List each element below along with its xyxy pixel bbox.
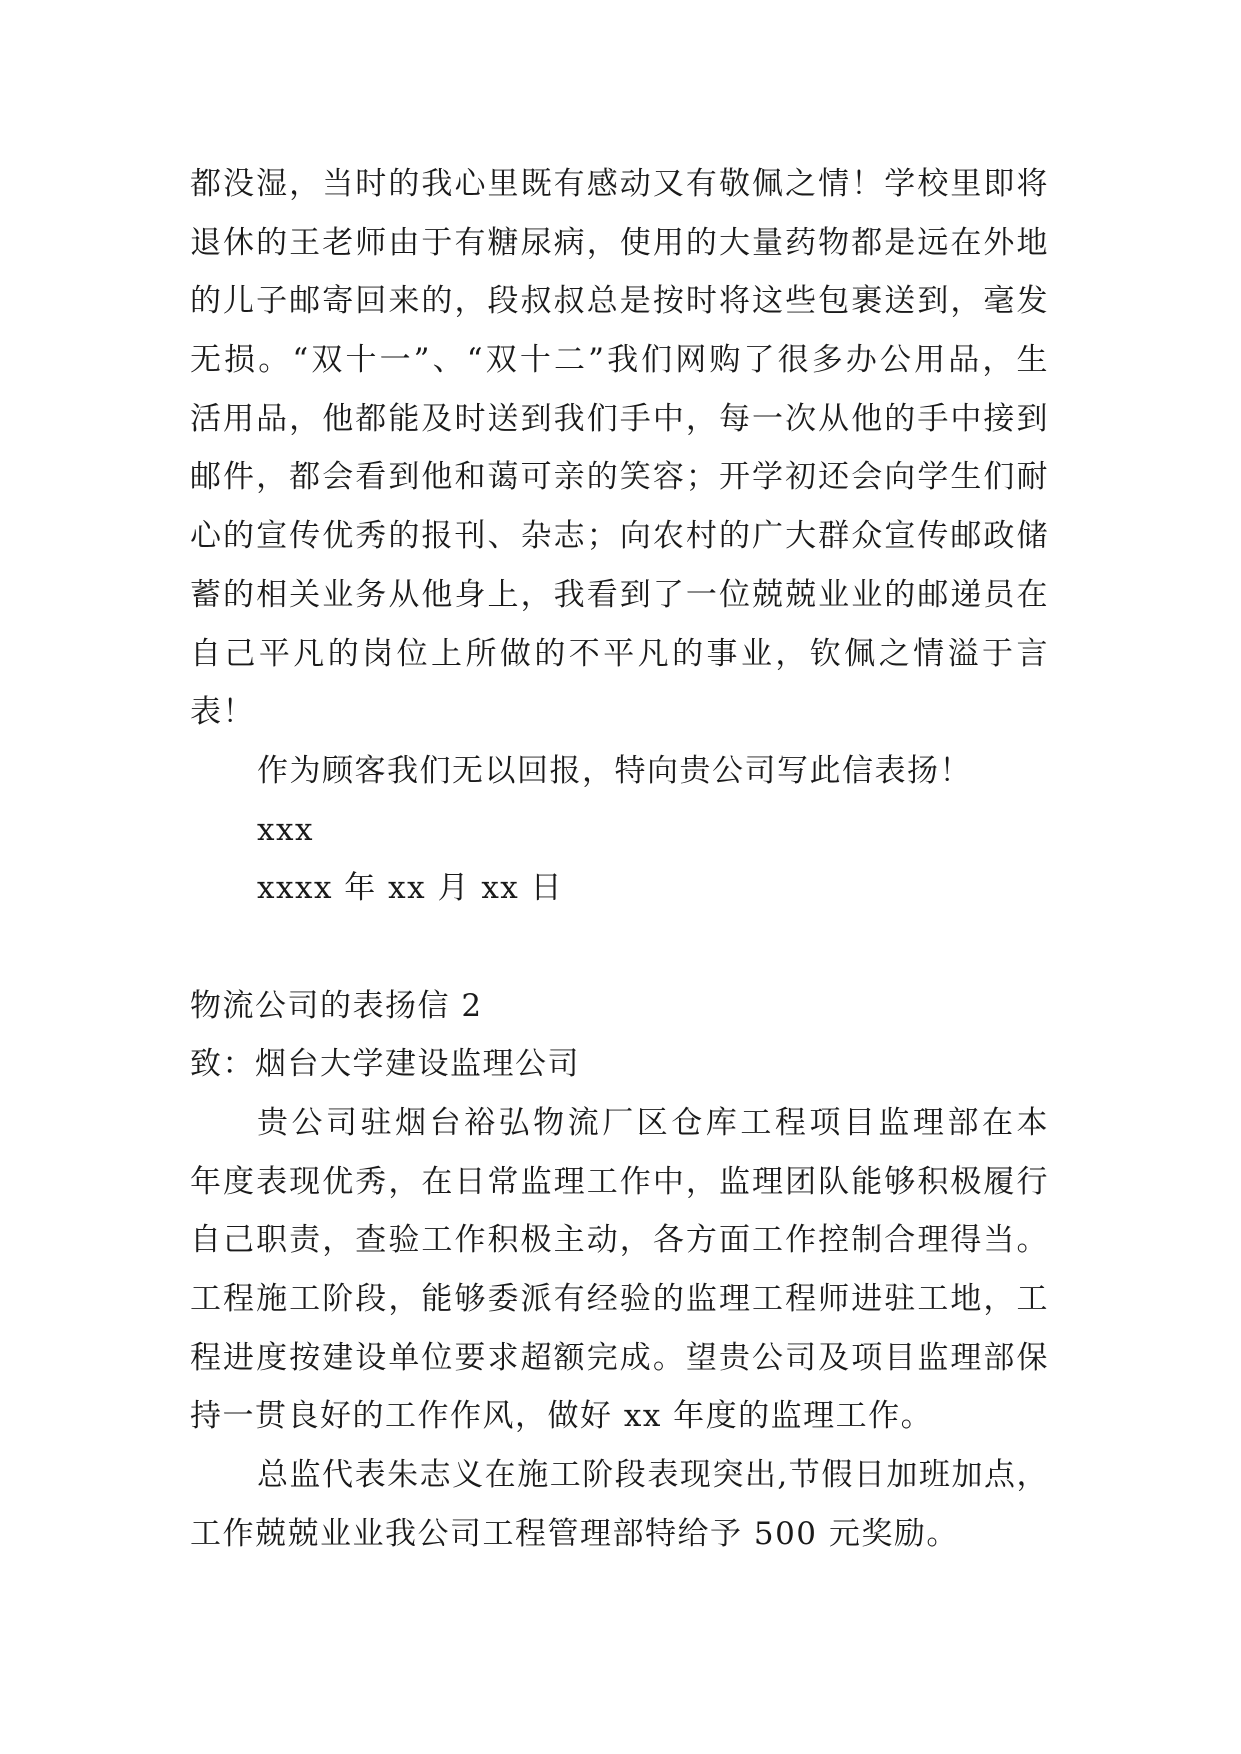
letter-2-title: 物流公司的表扬信 2 xyxy=(190,987,483,1024)
letter-2-salutation: 致：烟台大学建设监理公司 xyxy=(190,1046,580,1083)
text-line: 贵公司驻烟台裕弘物流厂区仓库工程项目监理部在本 xyxy=(257,1105,1049,1141)
letter-1-signature: xxx xyxy=(257,811,314,848)
letter-1-closing: 作为顾客我们无以回报，特向贵公司写此信表扬！ xyxy=(257,752,972,789)
text-line: 表！ xyxy=(190,694,255,731)
letter-1-date: xxxx 年 xx 月 xx 日 xyxy=(257,870,564,907)
document-body xyxy=(190,155,1049,1564)
text-line: 都没湿，当时的我心里既有感动又有敬佩之情！学校里即将 xyxy=(190,166,1049,202)
letter-2 xyxy=(190,977,1049,1564)
text-line: 持一贯良好的工作作风，做好 xx 年度的监理工作。 xyxy=(190,1398,934,1435)
text-line: 程进度按建设单位要求超额完成。望贵公司及项目监理部保 xyxy=(190,1339,1049,1376)
text-line: 工程施工阶段，能够委派有经验的监理工程师进驻工地，工 xyxy=(190,1281,1049,1318)
section-spacer xyxy=(190,918,1049,977)
letter-2-paragraph-1 xyxy=(190,1094,1049,1446)
text-line: 总监代表朱志义在施工阶段表现突出,节假日加班加点， xyxy=(257,1457,1049,1494)
text-line: 蓄的相关业务从他身上，我看到了一位兢兢业业的邮递员在 xyxy=(190,576,1049,613)
letter-1-paragraph xyxy=(190,155,1049,742)
text-line: 邮件，都会看到他和蔼可亲的笑容；开学初还会向学生们耐 xyxy=(190,459,1049,496)
text-line: 退休的王老师由于有糖尿病，使用的大量药物都是远在外地 xyxy=(190,224,1049,261)
text-line: 活用品，他都能及时送到我们手中，每一次从他的手中接到 xyxy=(190,400,1049,437)
letter-1 xyxy=(190,155,1049,918)
text-line: 无损。“双十一”、“双十二”我们网购了很多办公用品，生 xyxy=(190,342,1049,379)
text-line: 的儿子邮寄回来的，段叔叔总是按时将这些包裹送到，毫发 xyxy=(190,283,1049,320)
text-line: 自己职责，查验工作积极主动，各方面工作控制合理得当。 xyxy=(190,1222,1049,1259)
text-line: 工作兢兢业业我公司工程管理部特给予 500 元奖励。 xyxy=(190,1515,959,1552)
text-line: 自己平凡的岗位上所做的不平凡的事业，钦佩之情溢于言 xyxy=(190,635,1049,672)
text-line: 心的宣传优秀的报刊、杂志；向农村的广大群众宣传邮政储 xyxy=(190,518,1049,555)
letter-2-paragraph-2 xyxy=(190,1446,1049,1563)
text-line: 年度表现优秀，在日常监理工作中，监理团队能够积极履行 xyxy=(190,1163,1049,1200)
